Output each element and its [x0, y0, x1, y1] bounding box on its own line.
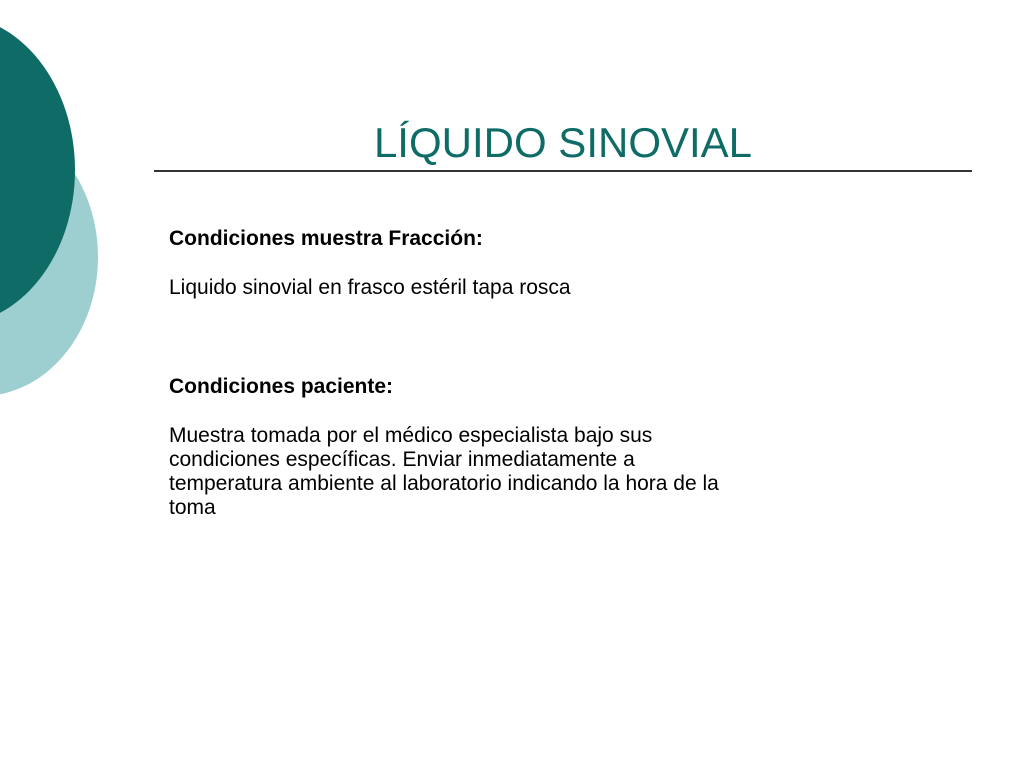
section-heading-patient-conditions: Condiciones paciente: [169, 375, 394, 398]
section-heading-sample-conditions: Condiciones muestra Fracción: [169, 227, 483, 250]
section-body-patient-conditions: Muestra tomada por el médico especialista bajo sus condiciones específicas. Enviar inmediatamente a temperatura ambiente al laboratorio indicando la hora de la toma [169, 424, 719, 519]
section-body-sample-conditions: Liquido sinovial en frasco estéril tapa rosca [169, 276, 571, 299]
title-underline [154, 170, 972, 172]
slide-title: LÍQUIDO SINOVIAL [373, 119, 753, 166]
